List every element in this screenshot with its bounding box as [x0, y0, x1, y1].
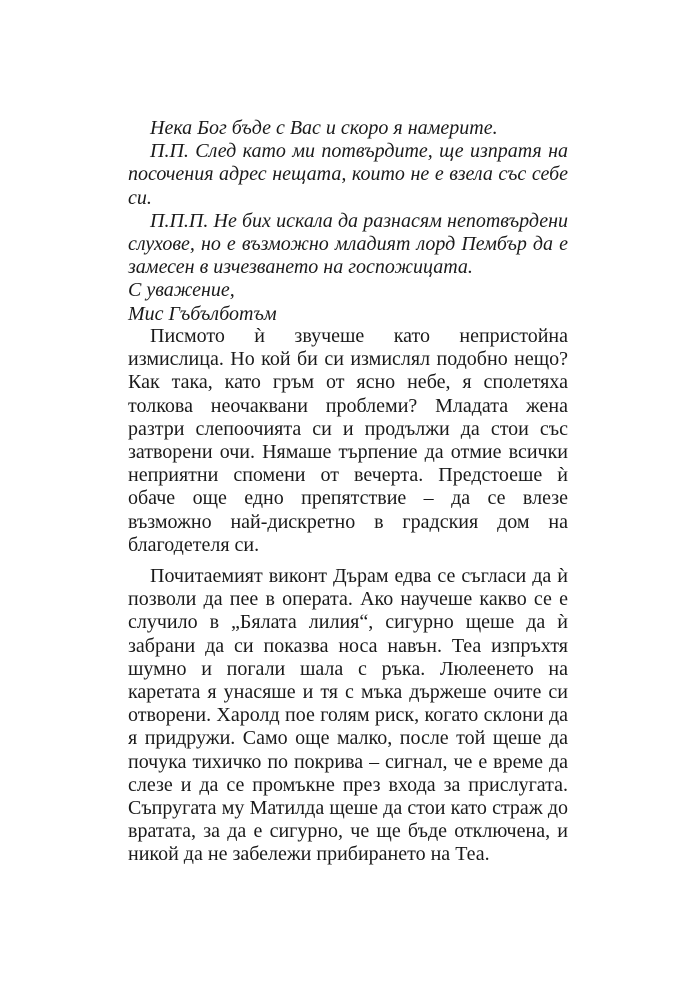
letter-line: Нека Бог бъде с Вас и скоро я намерите.	[150, 117, 498, 139]
letter-signature: Мис Гъбълботъм	[128, 302, 277, 325]
narrative-text	[128, 325, 568, 875]
letter-postscript-2: П.П.П. Не бих искала да разнасям непотвърдени слухове, но е възможно младият лорд Пембър да е замесен в изчезването на госпожицата.	[128, 209, 568, 279]
letter-postscript-1: П.П. След като ми потвърдите, ще изпратя на посочения адрес нещата, които не е взела със себе си.	[128, 140, 568, 209]
letter-closing: С уважение,	[128, 279, 235, 302]
narrative-paragraph-2: Почитаемият виконт Дърам едва се съгласи да ѝ позволи да пее в операта. Ако научеше какво се е случило в „Бялата лилия“, сигурно щеше да ѝ забрани да си показва носа навън. Теа изпръхтя шумно и погали шала с ръка. Люлеенето на каретата я унасяше и тя с мъка държеше очите си отворени. Харолд пое голям риск, когато склони да я придружи. Само още малко, после той щеше да почука тихичко по покрива – сигнал, че е време да слезе и да се промъкне през входа за прислугата. Съпругата му Матилда щеше да стои като страж до вратата, за да е сигурно, че ще бъде отключена, и никой да не забележи прибирането на Теа.	[128, 565, 568, 866]
narrative-paragraph-1: Писмото ѝ звучеше като непристойна измислица. Но кой би си измислял подобно нещо? Как така, като гръм от ясно небе, я сполетяха толкова неочаквани проблеми? Младата жена разтри слепоочията си и продължи да стои със затворени очи. Нямаше търпение да отмие всички неприятни спомени от вечерта. Предстоеше ѝ обаче още едно препятствие – да се влезе възможно най-дискретно в градския дом на благодетеля си.	[128, 325, 568, 556]
letter-excerpt	[128, 117, 568, 326]
